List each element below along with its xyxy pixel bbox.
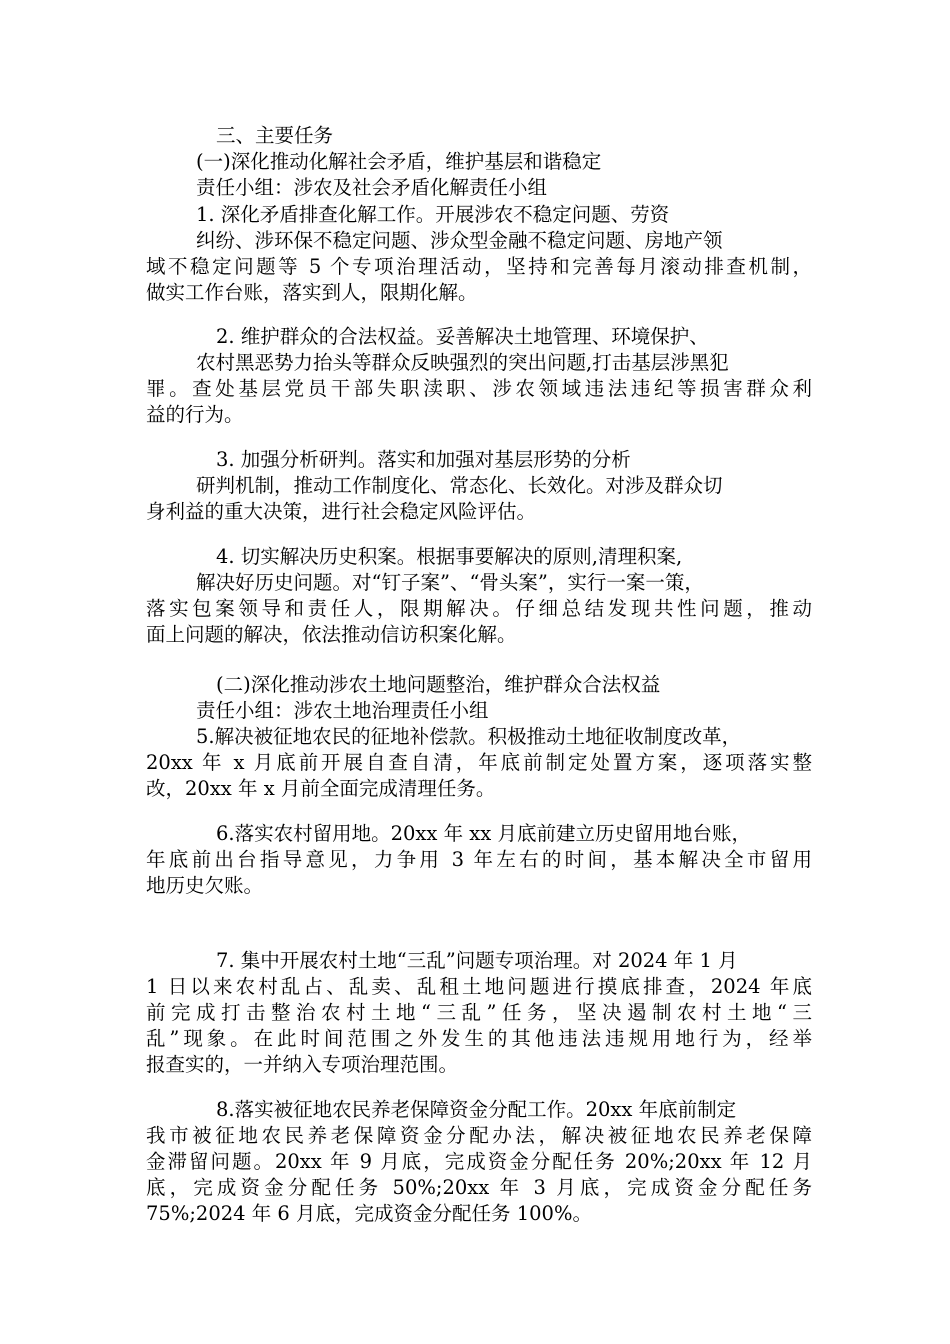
item-8-line-5: 75%;2024 年 6 月底，完成资金分配任务 100%。 bbox=[146, 1202, 592, 1225]
item-6-line-2: 年底前出台指导意见，力争用 3 年左右的时间，基本解决全市留用 bbox=[146, 848, 812, 871]
item-5-line-1: 5.解决被征地农民的征地补偿款。积极推动土地征收制度改革， bbox=[196, 725, 742, 748]
item-3-line-1: 3. 加强分析研判。落实和加强对基层形势的分析 bbox=[216, 448, 631, 471]
item-7-line-1: 7. 集中开展农村土地“三乱”问题专项治理。对 2024 年 1 月 bbox=[216, 949, 738, 972]
item-1-line-4: 做实工作台账，落实到人，限期化解。 bbox=[146, 281, 478, 304]
subsection-heading-2: (二)深化推动涉农土地问题整治，维护群众合法权益 bbox=[216, 673, 661, 696]
item-8-line-1: 8.落实被征地农民养老保障资金分配工作。20xx 年底前制定 bbox=[216, 1098, 737, 1121]
item-1-line-1: 1. 深化矛盾排查化解工作。开展涉农不稳定问题、劳资 bbox=[196, 203, 670, 226]
item-4-line-4: 面上问题的解决，依法推动信访积案化解。 bbox=[146, 623, 517, 646]
item-7-line-5: 报查实的，一并纳入专项治理范围。 bbox=[146, 1053, 459, 1076]
item-7-line-3: 前完成打击整治农村土地“三乱”任务，坚决遏制农村土地“三 bbox=[146, 1001, 812, 1024]
item-1-line-2: 纠纷、涉环保不稳定问题、涉众型金融不稳定问题、房地产领 bbox=[196, 229, 723, 252]
item-5-line-3: 改，20xx 年 x 月前全面完成清理任务。 bbox=[146, 777, 496, 800]
subsection-heading-1: (一)深化推动化解社会矛盾，维护基层和谐稳定 bbox=[196, 150, 602, 173]
item-8-line-2: 我市被征地农民养老保障资金分配办法，解决被征地农民养老保障 bbox=[146, 1124, 812, 1147]
item-4-line-3: 落实包案领导和责任人，限期解决。仔细总结发现共性问题，推动 bbox=[146, 597, 812, 620]
item-4-line-2: 解决好历史问题。对“钉子案”、“骨头案”，实行一案一策， bbox=[196, 571, 704, 594]
item-2-line-2: 农村黑恶势力抬头等群众反映强烈的突出问题,打击基层涉黑犯 bbox=[196, 351, 729, 374]
item-8-line-3: 金滞留问题。20xx 年 9 月底，完成资金分配任务 20%;20xx 年 12 月 bbox=[146, 1150, 812, 1173]
item-5-line-2: 20xx 年 x 月底前开展自查自清，年底前制定处置方案，逐项落实整 bbox=[146, 751, 812, 774]
item-2-line-3: 罪。查处基层党员干部失职渎职、涉农领域违法违纪等损害群众利 bbox=[146, 377, 812, 400]
item-1-line-3: 域不稳定问题等 5 个专项治理活动，坚持和完善每月滚动排查机制， bbox=[146, 255, 812, 278]
item-7-line-2: 1 日以来农村乱占、乱卖、乱租土地问题进行摸底排查，2024 年底 bbox=[146, 975, 812, 998]
section-heading: 三、主要任务 bbox=[216, 124, 334, 147]
item-6-line-1: 6.落实农村留用地。20xx 年 xx 月底前建立历史留用地台账， bbox=[216, 822, 752, 845]
item-2-line-4: 益的行为。 bbox=[146, 403, 244, 426]
item-3-line-3: 身利益的重大决策，进行社会稳定风险评估。 bbox=[146, 500, 537, 523]
responsibility-group-1: 责任小组：涉农及社会矛盾化解责任小组 bbox=[196, 176, 548, 199]
responsibility-group-2: 责任小组：涉农土地治理责任小组 bbox=[196, 699, 489, 722]
item-3-line-2: 研判机制，推动工作制度化、常态化、长效化。对涉及群众切 bbox=[196, 474, 723, 497]
item-4-line-1: 4. 切实解决历史积案。根据事要解决的原则,清理积案, bbox=[216, 545, 683, 568]
item-8-line-4: 底，完成资金分配任务 50%;20xx 年 3 月底，完成资金分配任务 bbox=[146, 1176, 812, 1199]
item-2-line-1: 2. 维护群众的合法权益。妥善解决土地管理、环境保护、 bbox=[216, 325, 709, 348]
item-6-line-3: 地历史欠账。 bbox=[146, 874, 264, 897]
item-7-line-4: 乱”现象。在此时间范围之外发生的其他违法违规用地行为，经举 bbox=[146, 1027, 812, 1050]
